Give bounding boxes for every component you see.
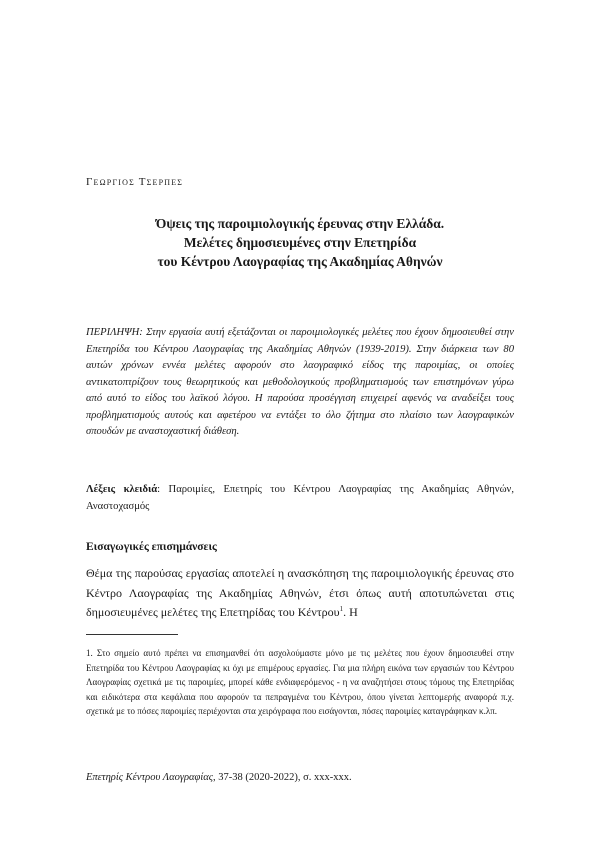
title-line-3: του Κέντρου Λαογραφίας της Ακαδημίας Αθηνών [157,254,443,269]
title-line-2: Μελέτες δημοσιευμένες στην Επετηρίδα [183,235,417,250]
footnote-divider [86,634,178,635]
abstract-text: Στην εργασία αυτή εξετάζονται οι παροιμιολογικές μελέτες που έχουν δημοσιευθεί στην Επετηρίδα του Κέντρου Λαογραφίας της Ακαδημίας Αθηνών (1939-2019). Στην διάρκεια των 80 αυτών χρόνων εννέα μελέτες αφορούν στο λαογραφικό είδος της παροιμίας, οι οποίες αντικατοπτρίζουν τους θεωρητικούς και μεθοδολογικούς προβληματισμούς των επιστημόνων γύρω από αυτό το είδος του λαϊκού λόγου. Η παρούσα προσέγγιση επιχειρεί αφενός να αναδείξει τους προβληματισμούς αυτούς και αφετέρου να εντάξει το όλο ζήτημα στο πλαίσιο των λαογραφικών σπουδών με αναστοχαστική διάθεση. [86,327,514,437]
running-footer [86,772,352,783]
article-title [86,214,514,271]
footnote-1: 1. Στο σημείο αυτό πρέπει να επισημανθεί ότι ασχολούμαστε μόνο με τις μελέτες που έχουν δημοσιευθεί στην Επετηρίδα του Κέντρου Λαογραφίας κι όχι με επιμέρους εργασίες. Για μια πλήρη εικόνα των εργασιών του Κέντρου Λαογραφίας σχετικά με τις παροιμίες, μπορεί κάθε ενδιαφερόμενος - η να αναζητήσει στους τόμους της Επετηρίδας και ειδικότερα στα κεφάλαια που αφορούν τα πεπραγμένα του Κέντρου, όπου γίνεται λεπτομερής αναφορά π.χ. σχετικά με το πόσες παροιμίες περιέχονται στα χειρόγραφα που εισάγονται, πόσες παροιμίες καταγράφηκαν κ.λπ. [86,648,514,717]
keywords-text: : Παροιμίες, Επετηρίς του Κέντρου Λαογραφίας της Ακαδημίας Αθηνών, Αναστοχασμός [86,484,514,512]
footnote-reference[interactable]: 1 [339,605,344,613]
journal-citation: , 37-38 (2020-2022), σ. xxx-xxx. [213,772,352,783]
body-paragraph [86,564,514,623]
keywords-label: Λέξεις κλειδιά [86,484,158,495]
section-heading: Εισαγωγικές επισημάνσεις [86,541,217,553]
body-text: Θέμα της παρούσας εργασίας αποτελεί η ανασκόπηση της παροιμιολογικής έρευνας στο Κέντρο Λαογραφίας της Ακαδημίας Αθηνών, έτσι όπως αυτή αποτυπώνεται στις δημοσιευμένες μελέτες της Επετηρίδας του Κέντρου [86,566,514,619]
abstract [86,325,514,441]
author-name: Γεωργιος Τσερπες [86,176,184,188]
keywords [86,482,514,515]
abstract-label: ΠΕΡΙΛΗΨΗ: [86,327,143,338]
title-line-1: Όψεις της παροιμιολογικής έρευνας στην Ελλάδα. [155,216,445,231]
journal-name: Επετηρίς Κέντρου Λαογραφίας [86,772,214,783]
body-text-tail: . Η [343,605,358,619]
